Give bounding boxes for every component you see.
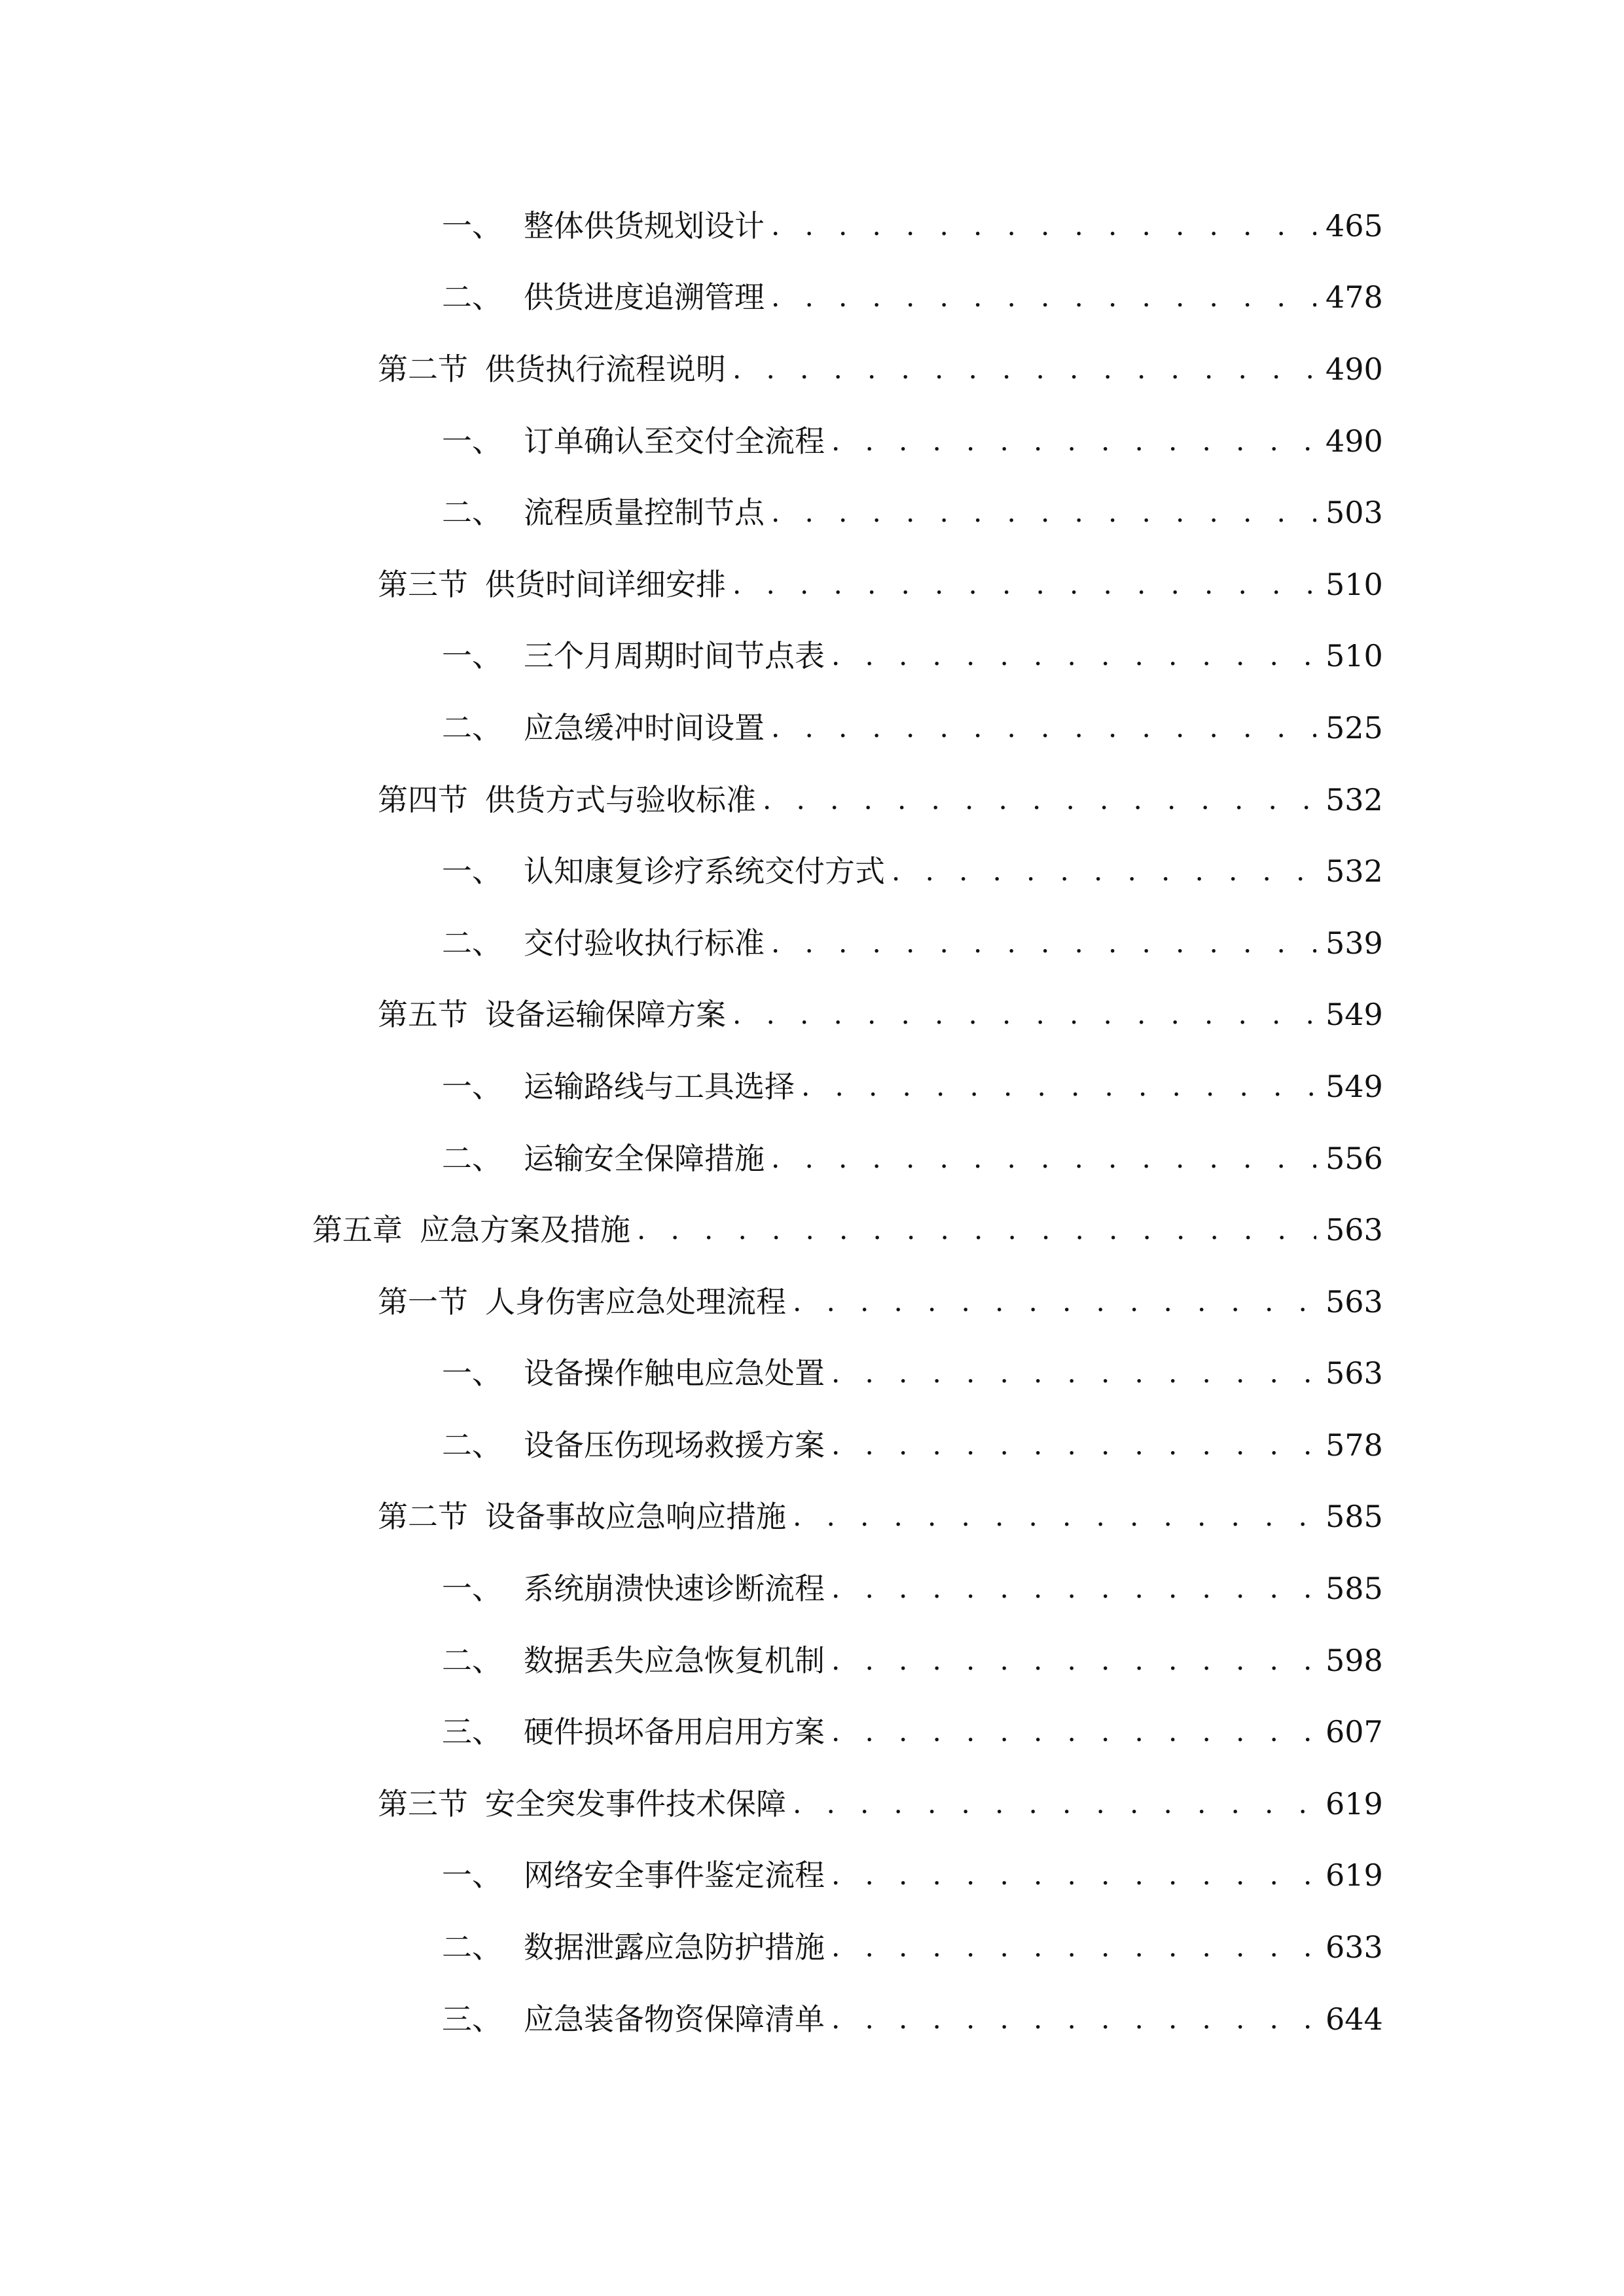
toc-entry[interactable] <box>0 1840 1383 1912</box>
toc-entry-number: 第三节 <box>378 1785 468 1821</box>
toc-entry[interactable] <box>0 476 1383 548</box>
toc-entry-number: 第五节 <box>378 997 468 1033</box>
toc-entry-title: 三个月周期时间节点表 <box>524 638 825 674</box>
toc-entry-number: 二、 <box>442 279 502 315</box>
toc-dot-leader <box>831 1718 1316 1746</box>
toc-entry-title: 人身伤害应急处理流程 <box>485 1283 786 1319</box>
toc-dot-leader <box>831 1647 1316 1674</box>
toc-entry-title: 供货方式与验收标准 <box>485 781 756 817</box>
toc-entry-page-number: 490 <box>1326 351 1383 387</box>
toc-entry-title: 应急方案及措施 <box>420 1212 630 1248</box>
toc-entry-page-number: 503 <box>1326 495 1383 531</box>
toc-entry-number: 二、 <box>442 1929 502 1965</box>
toc-entry-number: 第三节 <box>378 566 468 602</box>
toc-entry-number: 一、 <box>442 1571 502 1607</box>
toc-entry[interactable] <box>0 1122 1383 1194</box>
toc-entry-page-number: 510 <box>1326 638 1383 674</box>
toc-entry-page-number: 532 <box>1326 781 1383 817</box>
toc-dot-leader <box>771 1145 1316 1172</box>
toc-entry-number: 一、 <box>442 853 502 889</box>
toc-dot-leader <box>732 1001 1316 1028</box>
toc-entry[interactable] <box>0 1768 1383 1840</box>
toc-entry-page-number: 563 <box>1326 1355 1383 1391</box>
toc-dot-leader <box>793 1288 1316 1316</box>
toc-entry[interactable] <box>0 1624 1383 1696</box>
toc-entry-page-number: 549 <box>1326 997 1383 1033</box>
toc-entry-number: 二、 <box>442 925 502 961</box>
toc-dot-leader <box>831 1431 1316 1459</box>
toc-entry-page-number: 490 <box>1326 423 1383 459</box>
toc-dot-leader <box>771 212 1316 240</box>
toc-dot-leader <box>793 1503 1316 1530</box>
toc-dot-leader <box>831 1933 1316 1961</box>
toc-entry[interactable] <box>0 692 1383 764</box>
toc-entry-title: 设备压伤现场救援方案 <box>524 1427 825 1463</box>
toc-entry-page-number: 578 <box>1326 1427 1383 1463</box>
toc-entry-page-number: 619 <box>1326 1785 1383 1821</box>
toc-entry[interactable] <box>0 1983 1383 2055</box>
toc-entry-page-number: 539 <box>1326 925 1383 961</box>
toc-dot-leader <box>831 1861 1316 1889</box>
toc-entry-number: 第二节 <box>378 351 468 387</box>
toc-dot-leader <box>831 642 1316 670</box>
toc-entry[interactable] <box>0 1266 1383 1338</box>
toc-dot-leader <box>763 786 1316 814</box>
toc-dot-leader <box>892 857 1316 885</box>
toc-entry-title: 认知康复诊疗系统交付方式 <box>524 853 885 889</box>
toc-entry[interactable] <box>0 548 1383 620</box>
toc-entry-title: 设备操作触电应急处置 <box>524 1355 825 1391</box>
toc-entry-page-number: 525 <box>1326 709 1383 745</box>
toc-entry-page-number: 619 <box>1326 1857 1383 1893</box>
toc-entry-title: 系统崩溃快速诊断流程 <box>524 1571 825 1607</box>
toc-dot-leader <box>771 929 1316 957</box>
toc-entry-number: 三、 <box>442 1714 502 1750</box>
toc-entry-title: 整体供货规划设计 <box>524 207 765 243</box>
toc-entry-page-number: 510 <box>1326 566 1383 602</box>
toc-dot-leader <box>771 499 1316 526</box>
toc-entry[interactable] <box>0 333 1383 405</box>
toc-entry-title: 供货执行流程说明 <box>485 351 726 387</box>
toc-entry-title: 供货时间详细安排 <box>485 566 726 602</box>
toc-entry[interactable] <box>0 1481 1383 1553</box>
toc-entry-number: 一、 <box>442 207 502 243</box>
toc-dot-leader <box>831 2005 1316 2033</box>
toc-entry-title: 数据丢失应急恢复机制 <box>524 1642 825 1678</box>
toc-entry[interactable] <box>0 907 1383 979</box>
toc-entry[interactable] <box>0 1194 1383 1266</box>
toc-entry[interactable] <box>0 1338 1383 1410</box>
toc-entry-title: 运输路线与工具选择 <box>524 1068 795 1104</box>
toc-entry-title: 硬件损坏备用启用方案 <box>524 1714 825 1750</box>
toc-entry-title: 流程质量控制节点 <box>524 495 765 531</box>
toc-entry-number: 三、 <box>442 2001 502 2037</box>
toc-entry-title: 供货进度追溯管理 <box>524 279 765 315</box>
toc-entry-page-number: 585 <box>1326 1571 1383 1607</box>
toc-entry-title: 应急缓冲时间设置 <box>524 709 765 745</box>
toc-entry-page-number: 549 <box>1326 1068 1383 1104</box>
toc-entry-page-number: 563 <box>1326 1283 1383 1319</box>
toc-entry-number: 一、 <box>442 638 502 674</box>
toc-entry-title: 安全突发事件技术保障 <box>485 1785 786 1821</box>
toc-entry-title: 运输安全保障措施 <box>524 1140 765 1176</box>
toc-entry-number: 二、 <box>442 1642 502 1678</box>
toc-entry-title: 交付验收执行标准 <box>524 925 765 961</box>
toc-entry-number: 第五章 <box>312 1212 403 1248</box>
toc-entry-page-number: 585 <box>1326 1499 1383 1535</box>
toc-dot-leader <box>732 355 1316 383</box>
toc-dot-leader <box>771 283 1316 311</box>
toc-entry-number: 二、 <box>442 495 502 531</box>
toc-entry-page-number: 633 <box>1326 1929 1383 1965</box>
toc-entry-page-number: 478 <box>1326 279 1383 315</box>
toc-entry-title: 订单确认至交付全流程 <box>524 423 825 459</box>
toc-entry-page-number: 598 <box>1326 1642 1383 1678</box>
toc-entry[interactable] <box>0 262 1383 334</box>
table-of-contents <box>0 190 1624 2054</box>
toc-entry-number: 第四节 <box>378 781 468 817</box>
toc-entry-number: 二、 <box>442 1140 502 1176</box>
toc-entry[interactable] <box>0 835 1383 907</box>
toc-entry[interactable] <box>0 764 1383 836</box>
toc-entry-number: 一、 <box>442 1857 502 1893</box>
toc-entry[interactable] <box>0 979 1383 1051</box>
toc-entry-number: 一、 <box>442 1355 502 1391</box>
toc-entry-page-number: 563 <box>1326 1212 1383 1248</box>
toc-entry-page-number: 532 <box>1326 853 1383 889</box>
toc-entry-title: 网络安全事件鉴定流程 <box>524 1857 825 1893</box>
toc-entry-page-number: 556 <box>1326 1140 1383 1176</box>
toc-entry[interactable] <box>0 1050 1383 1122</box>
toc-entry-title: 设备运输保障方案 <box>485 997 726 1033</box>
toc-entry[interactable] <box>0 1696 1383 1768</box>
toc-dot-leader <box>831 427 1316 455</box>
toc-dot-leader <box>831 1575 1316 1602</box>
toc-dot-leader <box>637 1216 1316 1244</box>
toc-entry[interactable] <box>0 1552 1383 1624</box>
toc-entry-title: 设备事故应急响应措施 <box>485 1499 786 1535</box>
toc-dot-leader <box>732 571 1316 598</box>
toc-dot-leader <box>801 1073 1316 1100</box>
toc-entry[interactable] <box>0 190 1383 262</box>
toc-entry[interactable] <box>0 620 1383 692</box>
toc-dot-leader <box>793 1790 1316 1818</box>
toc-entry[interactable] <box>0 1409 1383 1481</box>
toc-entry-number: 二、 <box>442 709 502 745</box>
toc-entry-number: 第一节 <box>378 1283 468 1319</box>
toc-entry-number: 一、 <box>442 423 502 459</box>
toc-entry-number: 二、 <box>442 1427 502 1463</box>
toc-entry-page-number: 644 <box>1326 2001 1383 2037</box>
toc-dot-leader <box>831 1359 1316 1387</box>
toc-dot-leader <box>771 714 1316 742</box>
toc-entry-title: 数据泄露应急防护措施 <box>524 1929 825 1965</box>
toc-entry[interactable] <box>0 405 1383 477</box>
toc-entry-page-number: 607 <box>1326 1714 1383 1750</box>
toc-entry[interactable] <box>0 1911 1383 1983</box>
toc-entry-number: 第二节 <box>378 1499 468 1535</box>
toc-entry-number: 一、 <box>442 1068 502 1104</box>
toc-entry-page-number: 465 <box>1326 207 1383 243</box>
toc-entry-title: 应急装备物资保障清单 <box>524 2001 825 2037</box>
